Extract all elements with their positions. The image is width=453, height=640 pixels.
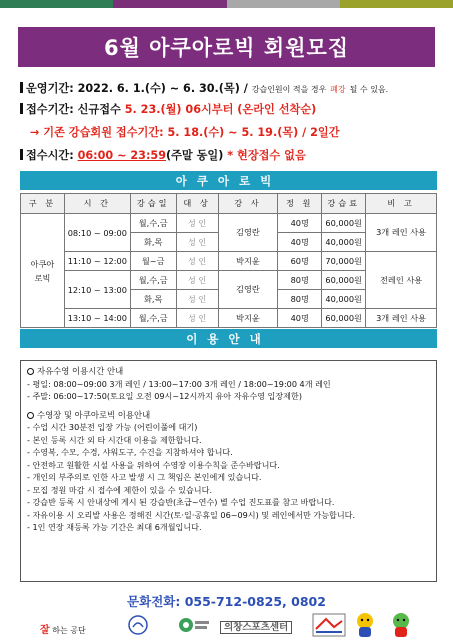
header-cell: 강습일: [130, 194, 176, 214]
note-cell: 3개 레인 사용: [366, 309, 437, 328]
target-cell: 성 인: [176, 309, 218, 328]
fee-cell: 60,000원: [322, 309, 366, 328]
circle-bullet-icon: [27, 412, 34, 419]
days-cell: 화,목: [130, 290, 176, 309]
slogan-text: 하는 공단: [52, 626, 86, 635]
footer-slogan: [40, 621, 86, 636]
days-cell: 월,수,금: [130, 214, 176, 233]
header-cell: 구 분: [21, 194, 65, 214]
time-after: (주말 동일): [166, 149, 224, 162]
rule-line: - 자유이용 시 오리발 사용은 정해진 시간(토·일·공휴일 06~09시) 및 레인에서만 가능합니다.: [27, 509, 356, 520]
top-bar-segment: [340, 0, 453, 8]
table-row: [21, 214, 437, 233]
header-cell: 강 사: [218, 194, 278, 214]
reg-new-label: 신규접수: [77, 103, 121, 116]
fee-cell: 60,000원: [322, 214, 366, 233]
rule-line: - 1인 연장 재등록 가능 기간은 최대 6개월입니다.: [27, 522, 202, 532]
rule-line: - 수영복, 수모, 수경, 샤워도구, 수건을 지참하셔야 합니다.: [27, 447, 233, 457]
slogan-highlight: 잘: [40, 625, 50, 636]
free-swim-line: - 평일: 08:00~09:00 3개 레인 / 13:00~17:00 3개 레인 / 18:00~19:00 4개 레인: [27, 378, 331, 389]
time-cell: 13:10 ~ 14:00: [64, 309, 130, 328]
fee-cell: 60,000원: [322, 271, 366, 290]
days-cell: 화,목: [130, 233, 176, 252]
capacity-cell: 80명: [278, 271, 322, 290]
time-label: 접수시간:: [26, 149, 74, 162]
instructor-cell: 박지윤: [218, 252, 278, 271]
flag-logo-icon: [312, 613, 346, 637]
note-cell: 전레인 사용: [366, 252, 437, 309]
period-label: 운영기간:: [26, 82, 74, 95]
fee-cell: 70,000원: [322, 252, 366, 271]
header-cell: 대 상: [176, 194, 218, 214]
table-row: [21, 252, 437, 271]
corporation-logo-icon: [178, 615, 210, 635]
time-line: [20, 147, 306, 163]
capacity-cell: 40명: [278, 214, 322, 233]
rules-title-row: [27, 409, 430, 422]
capacity-cell: 40명: [278, 309, 322, 328]
mascot-icon: [352, 611, 378, 639]
time-cell: 08:10 ~ 09:00: [64, 214, 130, 252]
time-value: 06:00 ~ 23:59: [77, 149, 166, 162]
target-cell: 성 인: [176, 290, 218, 309]
table-row: [21, 309, 437, 328]
period-line: [20, 80, 388, 96]
instructor-cell: 김영란: [218, 271, 278, 309]
rule-line: - 수업 시간 30분전 입장 가능 (어린이풀에 대기): [27, 422, 198, 432]
rule-line: - 안전하고 원활한 시설 사용을 위하여 수영장 이용수칙을 준수바랍니다.: [27, 459, 280, 470]
fee-cell: 40,000원: [322, 233, 366, 252]
reg-new-value: 5. 23.(월) 06시부터 (온라인 선착순): [124, 103, 317, 116]
rule-line: - 개인의 부주의로 인한 사고 발생 시 그 책임은 본인에게 있습니다.: [27, 472, 262, 482]
period-note-red: 폐강: [330, 85, 346, 94]
capacity-cell: 40명: [278, 233, 322, 252]
target-cell: 성 인: [176, 214, 218, 233]
free-swim-title: 자유수영 이용시간 안내: [37, 366, 124, 376]
days-cell: 월~금: [130, 252, 176, 271]
target-cell: 성 인: [176, 252, 218, 271]
brand-text: 의창스포츠센터: [220, 621, 292, 634]
capacity-cell: 80명: [278, 290, 322, 309]
top-bar-segment: [0, 0, 113, 8]
sports-center-logo: [220, 619, 292, 633]
footer: [0, 611, 453, 640]
rule-line: - 강습반 등록 시 안내상에 게시 된 강습반(초급~연수) 별 수업 진도표를 참고 바랍니다.: [27, 497, 335, 507]
header-cell: 시 간: [64, 194, 130, 214]
instructor-cell: 박지윤: [218, 309, 278, 328]
period-value: 2022. 6. 1.(수) ~ 6. 30.(목) /: [77, 82, 248, 95]
usage-section-header: 이용안내: [20, 329, 437, 348]
category-cell: 아쿠아로빅: [21, 214, 65, 328]
table-header-row: [21, 194, 437, 214]
free-swim-title-row: [27, 365, 430, 378]
header-cell: 강습료: [322, 194, 366, 214]
bullet-bar: [20, 82, 23, 93]
capacity-cell: 60명: [278, 252, 322, 271]
time-cell: 11:10 ~ 12:00: [64, 252, 130, 271]
time-note: * 현장접수 없음: [227, 149, 306, 162]
free-swim-line: - 주말: 06:00~17:50(토요일 오전 09시~12시까지 유아 자유수영 입장제한): [27, 391, 302, 401]
period-note: 강습인원이 적을 경우: [251, 85, 327, 94]
schedule-table: [20, 193, 437, 328]
period-note-end: 될 수 있음.: [349, 85, 389, 94]
page-title: 6월 아쿠아로빅 회원모집: [18, 27, 435, 67]
mascot-icon: [386, 611, 416, 639]
reg-existing-line: → 기존 강습회원 접수기간: 5. 18.(수) ~ 5. 19.(목) / 2일간: [30, 126, 340, 139]
contact-phone: 문화전화: 055-712-0825, 0802: [127, 594, 326, 609]
reg-label: 접수기간:: [26, 103, 74, 116]
top-bar-segment: [113, 0, 226, 8]
usage-box: [20, 360, 437, 582]
schedule-section-header: 아쿠아로빅: [20, 171, 437, 190]
days-cell: 월,수,금: [130, 271, 176, 290]
time-cell: 12:10 ~ 13:00: [64, 271, 130, 309]
rules-title: 수영장 및 아쿠아로빅 이용안내: [37, 409, 151, 420]
top-bar-segment: [227, 0, 340, 8]
header-cell: 정 원: [278, 194, 322, 214]
days-cell: 월,수,금: [130, 309, 176, 328]
rule-line: - 본인 등록 시간 외 타 시간대 이용을 제한합니다.: [27, 434, 202, 445]
rule-line: - 모집 정원 마감 시 접수에 제한이 있을 수 있습니다.: [27, 484, 213, 495]
emblem-logo-icon: [128, 615, 148, 635]
target-cell: 성 인: [176, 233, 218, 252]
bullet-bar: [20, 149, 23, 160]
reg-line: [20, 101, 316, 117]
bullet-bar: [20, 103, 23, 114]
note-cell: 3개 레인 사용: [366, 214, 437, 252]
fee-cell: 40,000원: [322, 290, 366, 309]
top-color-bar: [0, 0, 453, 8]
header-cell: 비 고: [366, 194, 437, 214]
instructor-cell: 김영란: [218, 214, 278, 252]
target-cell: 성 인: [176, 271, 218, 290]
circle-bullet-icon: [27, 368, 34, 375]
